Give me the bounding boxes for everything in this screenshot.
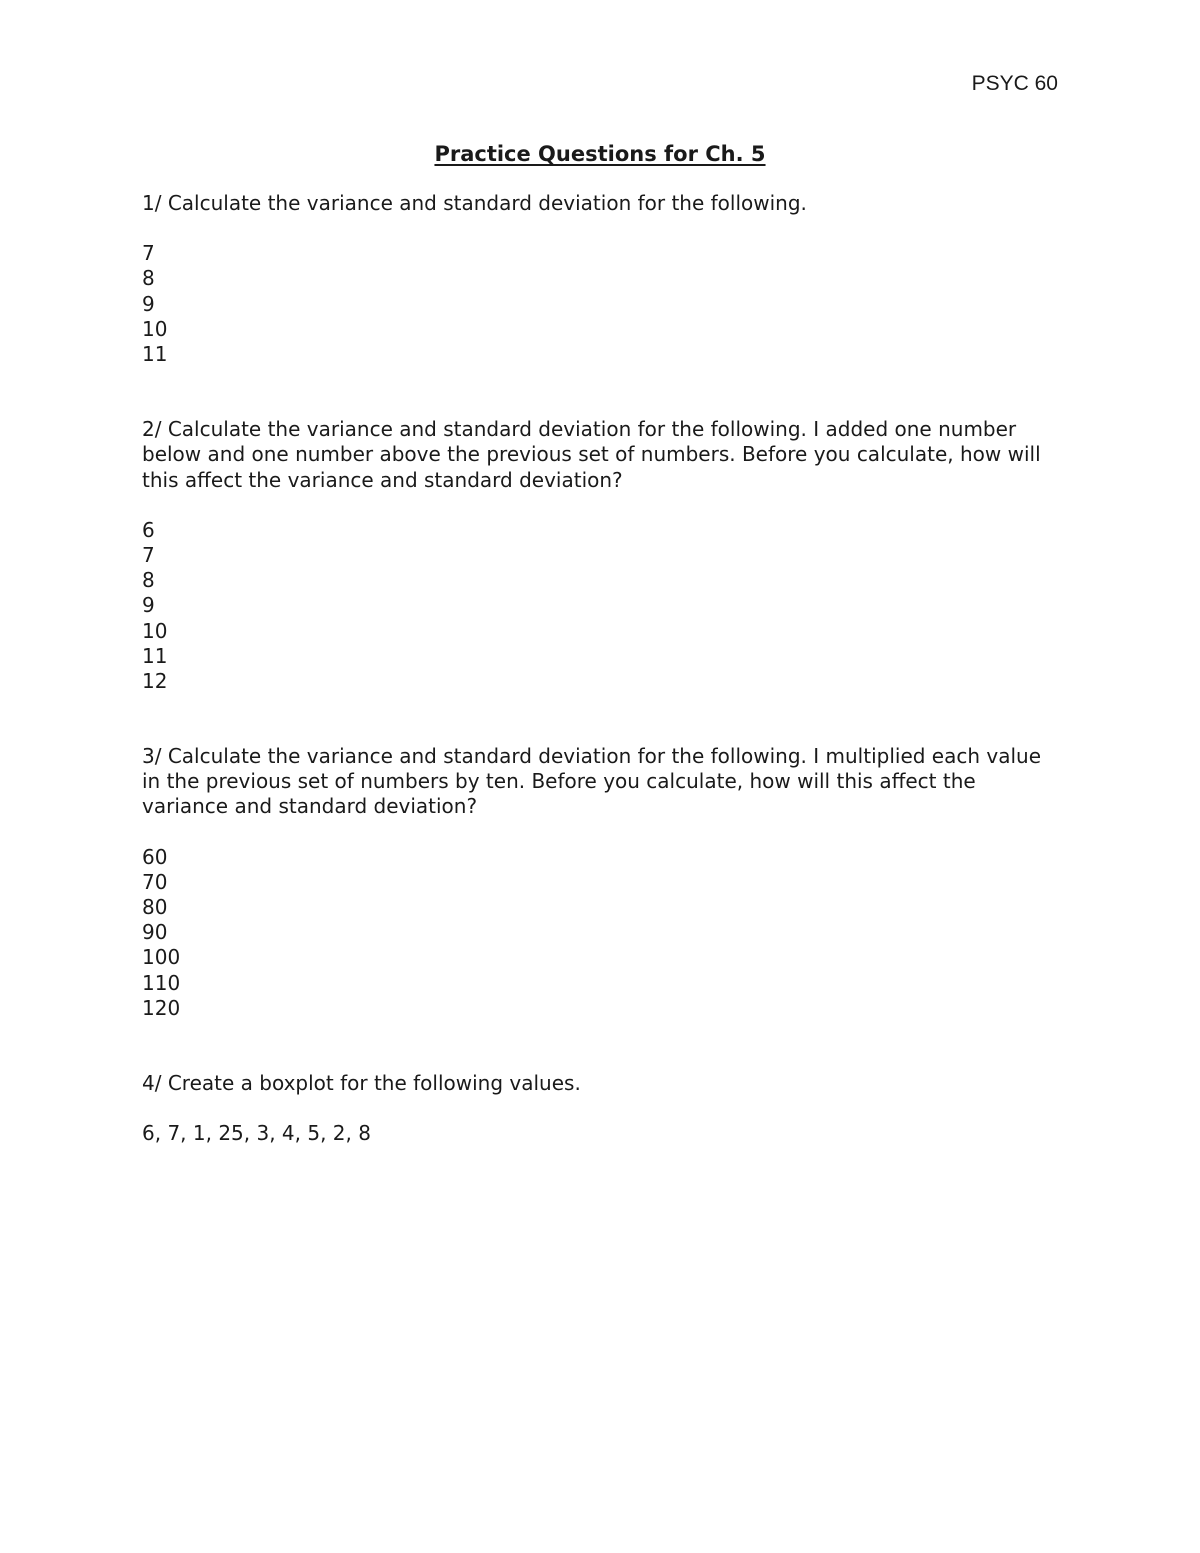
value-item: 8 — [142, 266, 155, 291]
value-item: 8 — [142, 568, 155, 593]
value-item: 12 — [142, 668, 168, 693]
question-list — [142, 191, 1062, 1146]
question-prompt: 2/ Calculate the variance and standard deviation for the following. I added one number below and one number above the previous set of numbers. Before you calculate, how will this affect the variance and standard deviation? — [142, 417, 1041, 492]
value-item: 6 — [142, 517, 155, 542]
value-item: 70 — [142, 869, 168, 894]
course-code: PSYC 60 — [971, 72, 1058, 95]
page-title-text: Practice Questions for Ch. 5 — [434, 142, 766, 166]
value-item: 60 — [142, 844, 168, 869]
question-4 — [142, 1071, 1062, 1146]
value-item: 110 — [142, 970, 181, 995]
value-item: 7 — [142, 542, 155, 567]
question-prompt: 3/ Calculate the variance and standard deviation for the following. I multiplied each value in the previous set of numbers by ten. Before you calculate, how will this affect the variance and standard deviation? — [142, 744, 1042, 819]
value-item: 100 — [142, 945, 181, 970]
value-item: 9 — [142, 291, 155, 316]
value-item: 120 — [142, 995, 181, 1020]
value-item: 9 — [142, 593, 155, 618]
value-item: 10 — [142, 316, 168, 341]
value-list — [142, 241, 1062, 367]
question-prompt: 4/ Create a boxplot for the following values. — [142, 1070, 581, 1095]
value-list — [142, 518, 1062, 694]
question-prompt: 1/ Calculate the variance and standard deviation for the following. — [142, 191, 807, 215]
value-item: 11 — [142, 341, 168, 366]
question-3 — [142, 744, 1062, 1021]
value-item: 90 — [142, 920, 168, 945]
question-1 — [142, 191, 1062, 367]
question-2 — [142, 417, 1062, 694]
inline-value-list: 6, 7, 1, 25, 3, 4, 5, 2, 8 — [142, 1121, 371, 1146]
value-item: 7 — [142, 241, 155, 266]
page-title — [0, 140, 1200, 168]
value-item: 11 — [142, 643, 168, 668]
value-item: 80 — [142, 895, 168, 920]
value-list — [142, 845, 1062, 1021]
value-item: 10 — [142, 618, 168, 643]
